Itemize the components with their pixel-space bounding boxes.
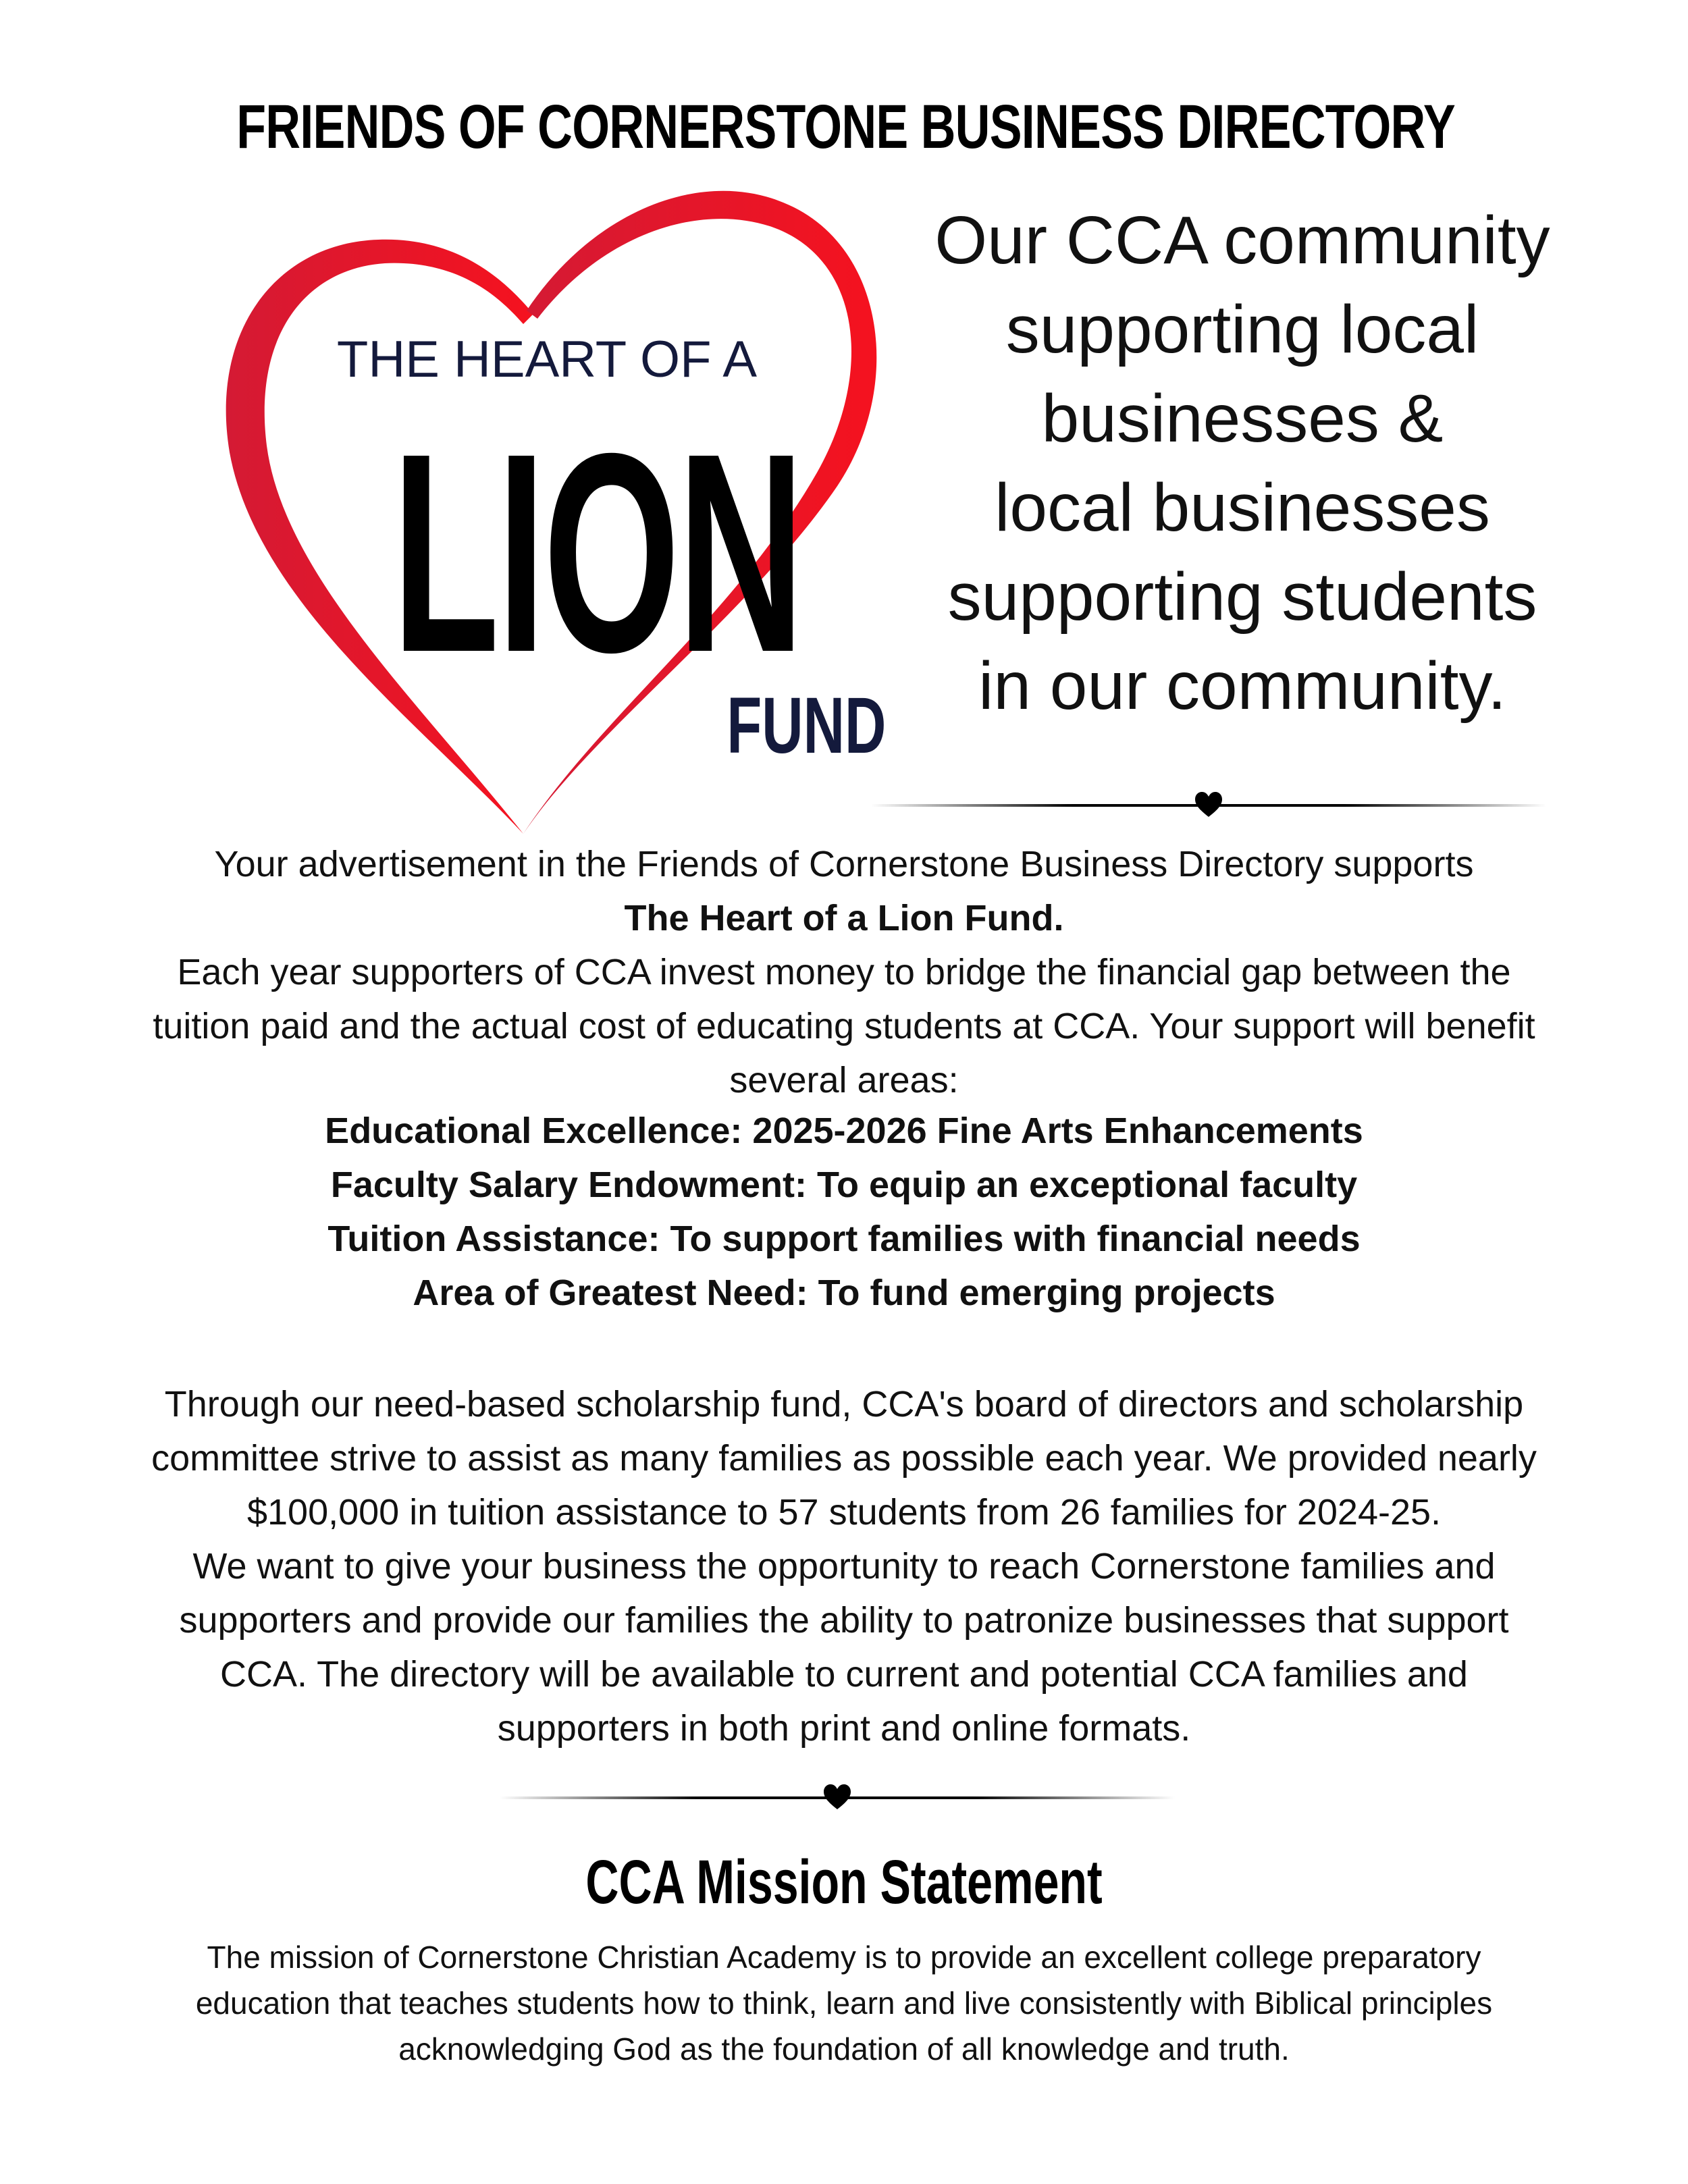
support-area-item: Faculty Salary Endowment: To equip an exceptional faculty bbox=[330, 1165, 1358, 1205]
community-line: Our CCA community bbox=[934, 203, 1550, 278]
support-areas-list bbox=[68, 1104, 1620, 1320]
community-line: businesses & bbox=[1041, 381, 1444, 456]
mission-line: education that teaches students how to think, learn and live consistently with Biblical principles bbox=[195, 1986, 1493, 2021]
community-line: local businesses bbox=[995, 470, 1490, 545]
scholarship-line: We want to give your business the opportunity to reach Cornerstone families and bbox=[192, 1546, 1496, 1587]
heart-divider bbox=[871, 791, 1546, 818]
logo-tagline: THE HEART OF A bbox=[336, 331, 758, 388]
intro-line: several areas: bbox=[729, 1060, 959, 1100]
fund-name: The Heart of a Lion Fund. bbox=[624, 898, 1064, 938]
heart-icon bbox=[822, 1784, 852, 1811]
page-title: FRIENDS OF CORNERSTONE BUSINESS DIRECTORY bbox=[236, 92, 1456, 161]
intro-line: Your advertisement in the Friends of Cornerstone Business Directory supports bbox=[214, 844, 1474, 884]
support-area-item: Tuition Assistance: To support families with financial needs bbox=[327, 1219, 1361, 1259]
mission-heading: CCA Mission Statement bbox=[585, 1848, 1103, 1917]
heart-icon bbox=[1194, 791, 1223, 818]
community-line: supporting students bbox=[947, 559, 1537, 635]
scholarship-line: supporters and provide our families the ability to patronize businesses that support bbox=[179, 1600, 1509, 1641]
heart-divider bbox=[500, 1784, 1175, 1811]
support-area-item: Educational Excellence: 2025-2026 Fine Arts Enhancements bbox=[325, 1111, 1363, 1151]
logo-fund-wordmark: FUND bbox=[727, 681, 887, 770]
mission-line: The mission of Cornerstone Christian Academy is to provide an excellent college preparatory bbox=[207, 1940, 1481, 1975]
support-area-item: Area of Greatest Need: To fund emerging projects bbox=[413, 1273, 1275, 1313]
logo-lion-wordmark: LION bbox=[392, 395, 802, 712]
scholarship-line: CCA. The directory will be available to current and potential CCA families and bbox=[220, 1654, 1468, 1695]
community-line: supporting local bbox=[1005, 292, 1479, 367]
intro-paragraph bbox=[68, 837, 1620, 1107]
community-slogan bbox=[905, 196, 1580, 730]
intro-line: tuition paid and the actual cost of educating students at CCA. Your support will benefit bbox=[153, 1006, 1535, 1046]
scholarship-line: committee strive to assist as many families as possible each year. We provided nearly bbox=[151, 1438, 1537, 1479]
heart-of-a-lion-logo bbox=[216, 169, 898, 837]
scholarship-line: $100,000 in tuition assistance to 57 students from 26 families for 2024-25. bbox=[246, 1492, 1442, 1533]
scholarship-paragraph bbox=[68, 1377, 1620, 1755]
intro-line: Each year supporters of CCA invest money to bridge the financial gap between the bbox=[177, 952, 1511, 992]
scholarship-line: Through our need-based scholarship fund, CCA's board of directors and scholarship bbox=[164, 1384, 1524, 1424]
community-line: in our community. bbox=[978, 648, 1506, 724]
scholarship-line: supporters in both print and online formats. bbox=[497, 1708, 1191, 1749]
mission-statement bbox=[101, 1934, 1587, 2072]
mission-line: acknowledging God as the foundation of all knowledge and truth. bbox=[398, 2031, 1290, 2067]
